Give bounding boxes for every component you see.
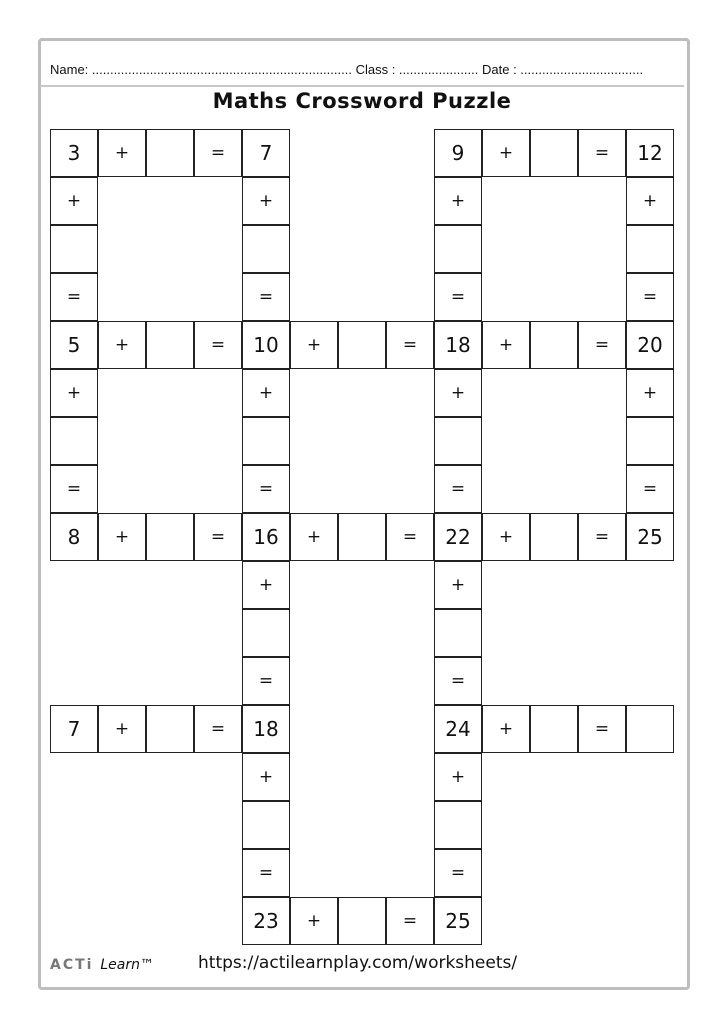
plus-cell: + — [290, 321, 338, 369]
plus-cell: + — [482, 129, 530, 177]
number-cell: 10 — [242, 321, 290, 369]
plus-cell: + — [434, 561, 482, 609]
website-url[interactable]: https://actilearnplay.com/worksheets/ — [198, 953, 518, 973]
number-cell: 8 — [50, 513, 98, 561]
number-cell: 22 — [434, 513, 482, 561]
plus-cell: + — [98, 513, 146, 561]
answer-cell[interactable] — [146, 129, 194, 177]
equals-cell: = — [50, 273, 98, 321]
equals-cell: = — [386, 513, 434, 561]
answer-cell[interactable] — [434, 417, 482, 465]
answer-cell[interactable] — [146, 321, 194, 369]
plus-cell: + — [50, 177, 98, 225]
equals-cell: = — [578, 513, 626, 561]
equals-cell: = — [578, 129, 626, 177]
answer-cell[interactable] — [434, 801, 482, 849]
answer-cell[interactable] — [146, 513, 194, 561]
name-field[interactable]: Name: ........................................................................ — [50, 62, 352, 77]
header-divider — [40, 85, 684, 87]
equals-cell: = — [386, 897, 434, 945]
equals-cell: = — [626, 465, 674, 513]
logo-text: ACTi — [50, 957, 94, 973]
answer-cell[interactable] — [434, 609, 482, 657]
plus-cell: + — [290, 513, 338, 561]
number-cell: 7 — [242, 129, 290, 177]
answer-cell[interactable] — [146, 705, 194, 753]
equals-cell: = — [434, 273, 482, 321]
answer-cell[interactable] — [338, 513, 386, 561]
answer-cell[interactable] — [242, 801, 290, 849]
answer-cell[interactable] — [530, 129, 578, 177]
class-field[interactable]: Class : ...................... — [355, 62, 479, 77]
equals-cell: = — [578, 705, 626, 753]
answer-cell[interactable] — [626, 225, 674, 273]
plus-cell: + — [242, 369, 290, 417]
equals-cell: = — [194, 513, 242, 561]
number-cell: 18 — [242, 705, 290, 753]
answer-cell[interactable] — [242, 225, 290, 273]
student-info-line — [50, 62, 674, 77]
plus-cell: + — [50, 369, 98, 417]
number-cell: 7 — [50, 705, 98, 753]
plus-cell: + — [98, 705, 146, 753]
equals-cell: = — [434, 849, 482, 897]
page-title: Maths Crossword Puzzle — [212, 89, 512, 113]
answer-cell[interactable] — [50, 225, 98, 273]
answer-cell[interactable] — [242, 417, 290, 465]
plus-cell: + — [434, 369, 482, 417]
plus-cell: + — [242, 753, 290, 801]
equals-cell: = — [242, 465, 290, 513]
equals-cell: = — [434, 465, 482, 513]
logo-learn: Learn™ — [100, 957, 154, 973]
number-cell: 25 — [434, 897, 482, 945]
equals-cell: = — [434, 657, 482, 705]
number-cell: 9 — [434, 129, 482, 177]
plus-cell: + — [434, 753, 482, 801]
equals-cell: = — [386, 321, 434, 369]
equals-cell: = — [242, 657, 290, 705]
answer-cell[interactable] — [530, 705, 578, 753]
answer-cell[interactable] — [242, 609, 290, 657]
answer-cell[interactable] — [338, 897, 386, 945]
number-cell: 3 — [50, 129, 98, 177]
plus-cell: + — [242, 177, 290, 225]
number-cell: 16 — [242, 513, 290, 561]
date-field[interactable]: Date : .................................. — [482, 62, 644, 77]
actilearn-logo — [50, 957, 154, 973]
plus-cell: + — [482, 321, 530, 369]
equals-cell: = — [194, 705, 242, 753]
plus-cell: + — [242, 561, 290, 609]
plus-cell: + — [482, 513, 530, 561]
equals-cell: = — [194, 129, 242, 177]
plus-cell: + — [434, 177, 482, 225]
number-cell: 24 — [434, 705, 482, 753]
plus-cell: + — [482, 705, 530, 753]
number-cell: 23 — [242, 897, 290, 945]
equals-cell: = — [194, 321, 242, 369]
plus-cell: + — [626, 369, 674, 417]
equals-cell: = — [578, 321, 626, 369]
number-cell: 25 — [626, 513, 674, 561]
equals-cell: = — [242, 273, 290, 321]
answer-cell[interactable] — [626, 705, 674, 753]
answer-cell[interactable] — [530, 321, 578, 369]
plus-cell: + — [626, 177, 674, 225]
answer-cell[interactable] — [530, 513, 578, 561]
plus-cell: + — [98, 321, 146, 369]
answer-cell[interactable] — [50, 417, 98, 465]
answer-cell[interactable] — [338, 321, 386, 369]
plus-cell: + — [290, 897, 338, 945]
number-cell: 5 — [50, 321, 98, 369]
plus-cell: + — [98, 129, 146, 177]
number-cell: 12 — [626, 129, 674, 177]
number-cell: 20 — [626, 321, 674, 369]
answer-cell[interactable] — [626, 417, 674, 465]
equals-cell: = — [626, 273, 674, 321]
number-cell: 18 — [434, 321, 482, 369]
equals-cell: = — [242, 849, 290, 897]
answer-cell[interactable] — [434, 225, 482, 273]
equals-cell: = — [50, 465, 98, 513]
